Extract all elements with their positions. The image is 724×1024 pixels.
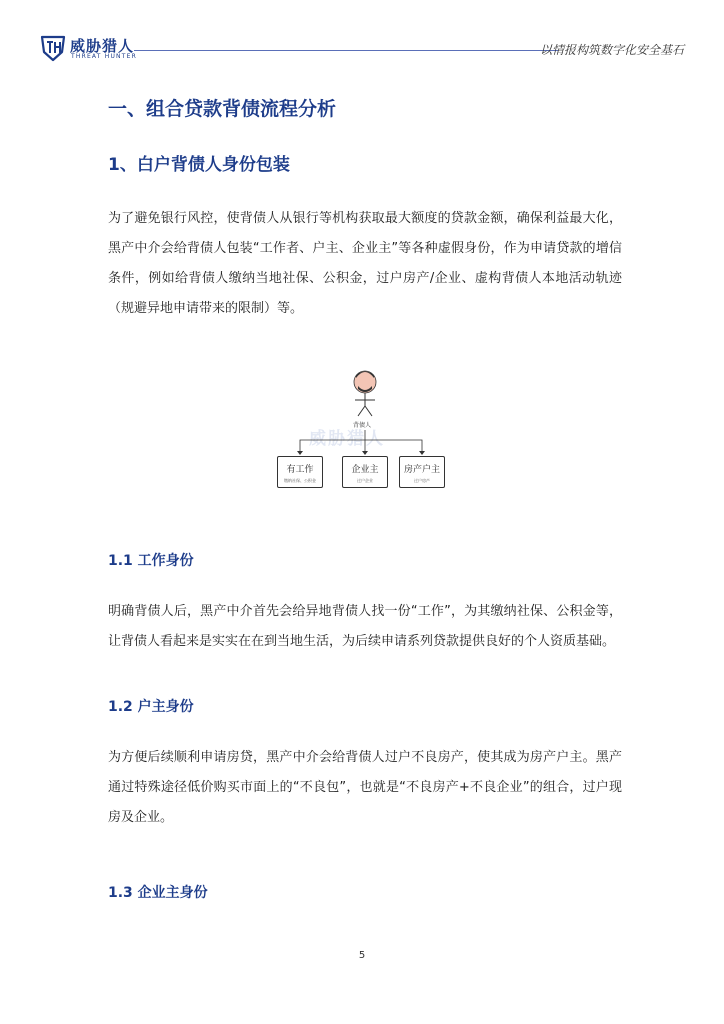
person-label: 背债人 [352,422,371,429]
header-slogan: 以情报构筑数字化安全基石 [539,43,684,57]
identity-packaging-diagram [277,364,447,492]
section-1-3-title: 1.3 企业主身份 [108,885,208,901]
section-1-1-text: 明确背债人后，黑产中介首先会给异地背债人找一份“工作”，为其缴纳社保、公积金等，让背债人看起来是实实在在到当地生活，为后续申请系列贷款提供良好的个人资质基础。 [108,604,622,649]
logo-english-name: THREAT HUNTER [71,53,137,60]
company-logo [40,32,135,64]
section-1-2-title: 1.2 户主身份 [108,699,194,715]
section-1-2-text: 为方便后续顺利申请房贷，黑产中介会给背债人过户不良房产，使其成为房产户主。黑产通过特殊途径低价购买市面上的“不良包”，也就是“不良房产+不良企业”的组合，过户现房及企业。 [108,750,622,825]
identity-box-work: 有工作 缴纳社保、公积金 [277,456,323,488]
section-title: 一、组合贷款背债流程分析 [108,98,337,120]
header-divider [134,50,558,51]
threat-hunter-logo-icon [40,34,66,62]
identity-box-enterprise: 企业主 过户企业 [342,456,388,488]
page-header [40,32,684,68]
subsection-title: 1、白户背债人身份包装 [108,155,290,175]
section-1-1-title: 1.1 工作身份 [108,553,194,569]
logo-chinese-name: 威胁猎人 [70,37,135,55]
page-number: 5 [358,950,366,961]
identity-box-property: 房产户主 过户房产 [399,456,445,488]
intro-paragraph: 为了避免银行风控，使背债人从银行等机构获取最大额度的贷款金额，确保利益最大化，黑产中介会给背债人包装“工作者、户主、企业主”等各种虚假身份，作为申请贷款的增信条件，例如给背债人缴纳当地社保、公积金，过户房产/企业、虚构背债人本地活动轨迹（规避异地申请带来的限制）等。 [108,211,622,316]
diagram-watermark: 威胁猎人 [309,429,385,449]
